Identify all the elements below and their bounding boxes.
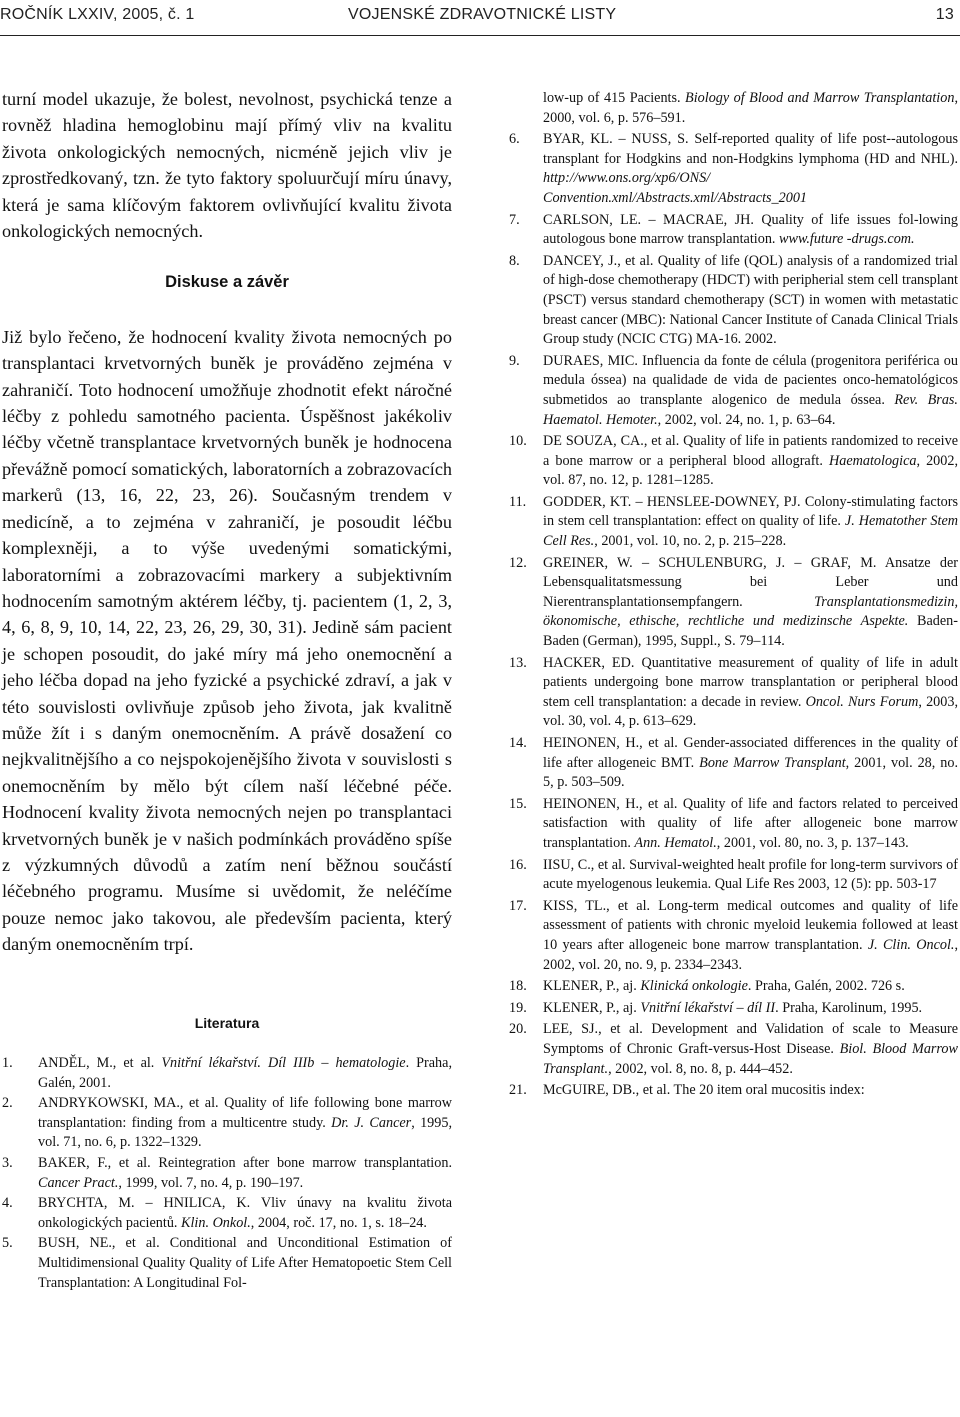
reference-source: Bone Marrow Transplant: [699, 754, 846, 771]
reference-authors-title: KLENER, P., aj.: [543, 978, 641, 995]
reference-number: 14.: [509, 735, 527, 751]
reference-details: , 2000, vol. 6, p. 576–591.: [543, 90, 958, 126]
reference-authors-title: CARLSON, LE. – MACRAE, JH. Quality of life issues fol-lowing autologous bone marrow transplantation.: [543, 211, 958, 248]
reference-source: Ann. Hematol.: [634, 834, 717, 851]
reference-text: [543, 856, 958, 895]
reference-item: [2, 1234, 452, 1293]
reference-authors-title: DURAES, MIC. Influencia da fonte de célula (progenitora periférica ou medula óssea) na qualidade de vida de pacientes onco-hematológicos submetidos ao transplante alogenico de medula óssea.: [543, 352, 958, 408]
reference-source: Transplantationsmedizin, ökonomische, ethische, rechtliche und medizinsche Aspekte.: [543, 593, 958, 630]
reference-item: [509, 554, 958, 652]
reference-item: [2, 1054, 452, 1093]
reference-text: [543, 1081, 958, 1101]
reference-source: Vnitřní lékařství. Díl IIIb – hematologie: [161, 1055, 406, 1071]
reference-details: , 1999, vol. 7, no. 4, p. 190–197.: [118, 1174, 304, 1191]
reference-item: [509, 89, 958, 128]
reference-authors-title: BAKER, F., et al. Reintegration after bone marrow transplantation.: [38, 1154, 452, 1171]
reference-text: [543, 493, 958, 552]
reference-authors-title: BRYCHTA, M. – HNILICA, K. Vliv únavy na kvalitu života onkologických pacientů.: [38, 1195, 452, 1231]
reference-source: www.future -drugs.com.: [779, 231, 915, 248]
reference-text: [543, 1020, 958, 1079]
reference-item: [509, 211, 958, 250]
reference-details: , 2003, vol. 30, vol. 4, p. 613–629.: [543, 693, 958, 730]
reference-authors-title: IISU, C., et al. Survival-weighted healt profile for long-term survivors of acute myelogenous leukemia. Qual Life Res 2003, 12 (5): pp. 503-17: [543, 856, 958, 893]
reference-number: 21.: [509, 1082, 527, 1099]
reference-text: [543, 654, 958, 732]
reference-number: 16.: [509, 856, 527, 873]
reference-text: [543, 211, 958, 250]
reference-details: , 2004, roč. 17, no. 1, s. 18–24.: [250, 1214, 427, 1231]
reference-text: [38, 1094, 452, 1153]
reference-text: [543, 795, 958, 854]
reference-number: 20.: [509, 1021, 527, 1038]
right-column: [509, 89, 958, 1103]
reference-item: [2, 1154, 452, 1193]
reference-list-left: [2, 1054, 452, 1293]
journal-title: VOJENSKÉ ZDRAVOTNICKÉ LISTY: [348, 6, 617, 23]
reference-authors-title: GREINER, W. – SCHULENBURG, J. – GRAF, M. Ansatze der Lebensqualitatsmessung bei Leber und Nierentransplantationsempfangern.: [543, 554, 958, 610]
reference-authors-title: BUSH, NE., et al. Conditional and Unconditional Estimation of Multidimensional Quality Quality of Life After Hematopoetic Stem Cell Transplantation: A Longitudinal Fol-: [38, 1235, 452, 1291]
reference-number: 5.: [2, 1235, 13, 1252]
reference-text: [543, 89, 958, 128]
reference-details: Baden-Baden (German), 1995, Suppl., S. 79–114.: [543, 613, 958, 650]
reference-number: 18.: [509, 978, 527, 995]
reference-source: J. Clin. Oncol.: [867, 936, 955, 953]
reference-source: Klin. Onkol.: [181, 1214, 251, 1231]
reference-source: Haematologica: [828, 452, 917, 469]
reference-authors-title: BYAR, KL. – NUSS, S. Self-reported quality of life post--autologous transplant for Hodgkins and non-Hodgkins lymphoma (HD and NHL).: [543, 131, 958, 167]
discussion-paragraph: Již bylo řečeno, že hodnocení kvality života nemocných po transplantaci krvetvorných buněk je prováděno zejména v zahraničí. Toto hodnocení umožňuje zhodnotit efekt náročné léčby z pohledu samotného pacienta. Úspěšnost jakékoliv léčby včetně transplantace krvetvorných buněk je hodnocena převážně pomocí somatických, laboratorních a zobrazovacích markerů (13, 16, 22, 23, 26). Současným trendem v medicíně, a to zejména v zahraničí, je posoudit léčbu komplexněji, a to výše uvedenými somatickými, laboratorními a zobrazovacími markery a subjektivním hodnocením samotným aktérem léčby, tj. pacientem (1, 2, 3, 4, 6, 8, 9, 10, 14, 22, 23, 26, 29, 30, 31). Jedině sám pacient je schopen posoudit, do jaké míry má jeho onemocnění a jeho léčba dopad na jeho fyzické a psychické zdraví, a jak v této souvislosti ovlivňuje způsob jeho života, jak kvalitně může žít i s daným onemocněním. A právě dosažení co nejkvalitnějšího a co nejspokojenějšího života v souvislosti s onemocněním by mělo být cílem naší léčebné péče. Hodnocení kvality života nemocných nejen po transplantaci krvetvorných buněk je v našich podmínkách prováděno spíše z výzkumných důvodů a zatím není běžnou součástí léčebného programu. Musíme si uvědomit, že neléčíme pouze nemoc jako takovou, ale především pacienta, který daným onemocněním trpí.: [2, 326, 452, 955]
reference-authors-title: DANCEY, J., et al. Quality of life (QOL) analysis of a randomized trial of high-dose chemotherapy (HDCT) with peripherial stem cell transplant (PSCT) versus standard chemotherapy (SCT) in women with metastatic breast cancer (MBC): National Cancer Institute of Canada Clinical Trials Group study (NCIC CTG) MA-16. 2002.: [543, 252, 958, 348]
reference-details: , 1995, vol. 71, no. 6, p. 1322–1329.: [38, 1114, 453, 1151]
reference-number: 15.: [509, 795, 527, 812]
reference-number: 8.: [509, 252, 520, 269]
reference-details: , 2001, vol. 80, no. 3, p. 137–143.: [716, 834, 909, 851]
reference-source: J. Hematother Stem Cell Res.: [543, 513, 958, 550]
reference-authors-title: DE SOUZA, CA., et al. Quality of life in patients randomized to receive a bone marrow or a peripheral blood allograft.: [543, 433, 958, 469]
reference-details: , 2002, vol. 20, no. 9, p. 2334–2343.: [543, 936, 958, 973]
reference-source: Biol. Blood Marrow Transplant.: [543, 1040, 958, 1077]
reference-number: 2.: [2, 1095, 13, 1112]
reference-item: [509, 493, 958, 552]
reference-item: [509, 856, 958, 895]
reference-text: [543, 999, 958, 1019]
reference-details: . Praha, Galén, 2002. 726 s.: [747, 978, 905, 995]
reference-text: [543, 897, 958, 975]
reference-source: http://www.ons.org/xp6/ONS/ Convention.xml/Abstracts.xml/Abstracts_2001: [543, 170, 808, 206]
reference-item: [509, 897, 958, 975]
reference-source: Biology of Blood and Marrow Transplantation: [685, 90, 955, 106]
reference-text: [38, 1054, 452, 1093]
journal-volume-label: ROČNÍK LXXIV, 2005, č. 1: [0, 6, 195, 23]
reference-source: Vnitřní lékařství – díl II: [640, 999, 776, 1016]
reference-authors-title: KLENER, P., aj.: [543, 999, 641, 1016]
reference-item: [509, 999, 958, 1019]
page-number: 13: [935, 6, 954, 23]
reference-item: [509, 654, 958, 732]
reference-details: . Praha, Karolinum, 1995.: [775, 999, 923, 1016]
reference-item: [509, 1020, 958, 1079]
reference-text: [543, 252, 958, 350]
reference-details: , 2002, vol. 24, no. 1, p. 63–64.: [657, 411, 836, 428]
reference-number: 3.: [2, 1154, 13, 1171]
reference-item: [509, 1081, 958, 1101]
reference-number: 7.: [509, 211, 520, 228]
reference-number: 6.: [509, 131, 520, 148]
section-title-discussion: Diskuse a závěr: [165, 273, 289, 292]
reference-item: [509, 432, 958, 491]
reference-text: [543, 130, 958, 208]
left-column: [2, 86, 452, 1294]
reference-authors-title: KISS, TL., et al. Long-term medical outcomes and quality of life assessment of patients with chronic myeloid leukemia followed at least 10 years after allogeneic bone marrow transplantation.: [543, 897, 958, 953]
reference-text: [38, 1194, 452, 1233]
reference-text: [543, 977, 958, 997]
reference-number: 9.: [509, 352, 520, 369]
intro-paragraph: turní model ukazuje, že bolest, nevolnost, psychická tenze a rovněž hladina hemoglobinu mají přímý vliv na kvalitu života onkologických nemocných, nicméně jejich vliv je zprostředkovaný, tzn. že tyto faktory spoluurčují míru únavy, která je sama klíčovým faktorem ovlivňující kvalitu života onkologických nemocných.: [2, 89, 452, 242]
reference-authors-title: GODDER, KT. – HENSLEE-DOWNEY, PJ. Colony-stimulating factors in stem cell transplantation: effect on quality of life.: [543, 493, 958, 530]
reference-text: [543, 554, 958, 652]
reference-authors-title: HEINONEN, H., et al. Quality of life and factors related to perceived satisfaction with quality of life after allogeneic bone marrow transplantation.: [543, 795, 958, 851]
reference-text: [38, 1234, 452, 1293]
reference-item: [2, 1094, 452, 1153]
reference-text: [543, 352, 958, 430]
reference-authors-title: ANDRYKOWSKI, MA., et al. Quality of life following bone marrow transplantation: finding from a multicentre study.: [38, 1095, 452, 1131]
reference-text: [38, 1154, 452, 1193]
reference-source: Rev. Bras. Haematol. Hemoter.: [543, 391, 958, 428]
literature-heading: Literatura: [194, 1014, 260, 1031]
reference-list-right: [509, 89, 958, 1101]
reference-source: Oncol. Nurs Forum: [805, 693, 919, 710]
reference-number: 1.: [2, 1055, 13, 1071]
reference-number: 10.: [509, 433, 527, 450]
reference-authors-title: HACKER, ED. Quantitative measurement of quality of life in adult patients undergoing bone marrow transplantation or peripheral blood stem cell transplantation: a decade in review.: [543, 654, 958, 710]
reference-item: [2, 1194, 452, 1233]
reference-number: 12.: [509, 554, 527, 571]
reference-number: 4.: [2, 1195, 13, 1212]
reference-number: 17.: [509, 897, 527, 914]
reference-item: [509, 977, 958, 997]
reference-source: Dr. J. Cancer: [331, 1114, 412, 1131]
reference-item: [509, 130, 958, 208]
reference-details: , 2001, vol. 10, no. 2, p. 215–228.: [594, 533, 787, 550]
reference-number: 11.: [509, 493, 527, 510]
reference-item: [509, 252, 958, 350]
reference-details: , 2002, vol. 8, no. 8, p. 444–452.: [608, 1060, 793, 1077]
reference-source: Cancer Pract.: [38, 1174, 119, 1191]
reference-authors-title: McGUIRE, DB., et al. The 20 item oral mucositis index:: [543, 1082, 865, 1099]
reference-details: , 2001, vol. 28, no. 5, p. 503–509.: [543, 754, 958, 791]
reference-details: , 2002, vol. 87, no. 12, p. 1281–1285.: [543, 452, 958, 489]
reference-text: [543, 432, 958, 491]
reference-authors-title: HEINONEN, H., et al. Gender-associated differences in the quality of life after allogeneic BMT.: [543, 735, 958, 771]
reference-number: 19.: [509, 999, 527, 1016]
reference-item: [509, 352, 958, 430]
reference-authors-title: ANDĚL, M., et al.: [38, 1055, 162, 1071]
reference-item: [509, 734, 958, 793]
reference-number: 13.: [509, 654, 527, 671]
reference-authors-title: LEE, SJ., et al. Development and Validation of scale to Measure Symptoms of Chronic Graft-versus-Host Disease.: [543, 1021, 958, 1057]
reference-text: [543, 734, 958, 793]
reference-authors-title: low-up of 415 Pacients.: [543, 90, 686, 106]
reference-item: [509, 795, 958, 854]
running-header: [0, 0, 960, 36]
reference-source: Klinická onkologie: [640, 978, 748, 995]
reference-details: . Praha, Galén, 2001.: [38, 1055, 452, 1091]
